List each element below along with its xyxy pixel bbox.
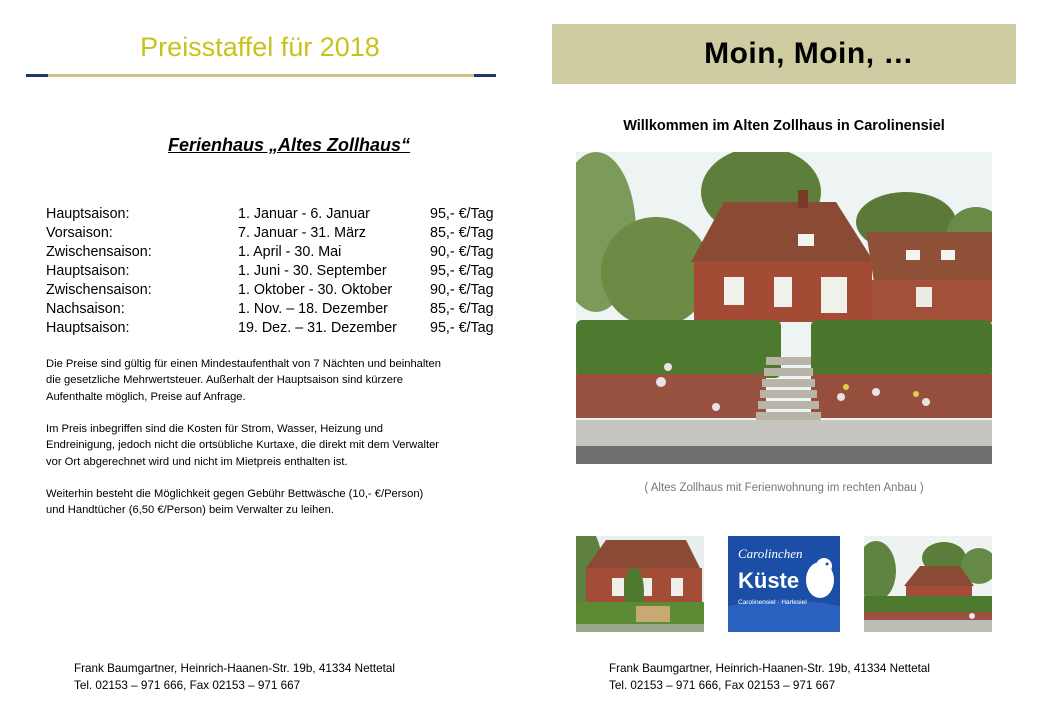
season-label: Hauptsaison: — [46, 263, 130, 279]
house-thumbnail-right — [864, 536, 992, 632]
paragraph-line: Aufenthalte möglich, Preise auf Anfrage. — [46, 390, 246, 403]
contact-footer-left — [74, 661, 395, 694]
season-price: 95,- €/Tag — [430, 320, 494, 336]
season-price: 90,- €/Tag — [430, 244, 494, 260]
season-period: 1. Januar - 6. Januar — [238, 206, 370, 222]
title-divider — [26, 74, 496, 77]
season-price: 95,- €/Tag — [430, 263, 494, 279]
paragraph-line: Im Preis inbegriffen sind die Kosten für Strom, Wasser, Heizung und — [46, 423, 384, 435]
season-label: Vorsaison: — [46, 225, 113, 241]
carolinchen-kueste-logo — [728, 536, 840, 632]
footer-phone: Tel. 02153 – 971 666, Fax 02153 – 971 667 — [609, 678, 836, 692]
price-row — [46, 281, 526, 300]
season-price: 90,- €/Tag — [430, 282, 494, 298]
welcome-heading: Willkommen im Alten Zollhaus in Carolinensiel — [623, 118, 945, 134]
logo-sub: Carolinensiel · Harlesiel — [738, 599, 807, 606]
season-label: Hauptsaison: — [46, 206, 130, 222]
season-period: 1. April - 30. Mai — [238, 244, 342, 260]
footer-phone: Tel. 02153 – 971 666, Fax 02153 – 971 667 — [74, 678, 301, 692]
photo-caption: ( Altes Zollhaus mit Ferienwohnung im rechten Anbau ) — [644, 482, 924, 494]
house-photo — [576, 152, 992, 464]
season-label: Hauptsaison: — [46, 320, 130, 336]
season-price: 85,- €/Tag — [430, 225, 494, 241]
season-label: Nachsaison: — [46, 301, 125, 317]
season-period: 19. Dez. – 31. Dezember — [238, 320, 397, 336]
season-period: 1. Juni - 30. September — [238, 263, 387, 279]
divider-cap-right — [474, 74, 496, 77]
logo-script: Carolinchen — [738, 546, 803, 561]
logo-word: Küste — [738, 568, 800, 593]
footer-address: Frank Baumgartner, Heinrich-Haanen-Str. 19b, 41334 Nettetal — [74, 662, 395, 675]
footer-address: Frank Baumgartner, Heinrich-Haanen-Str. 19b, 41334 Nettetal — [609, 662, 930, 675]
house-heading: Ferienhaus „Altes Zollhaus“ — [167, 135, 411, 155]
price-row — [46, 205, 526, 224]
price-row — [46, 319, 526, 338]
paragraph-line: Weiterhin besteht die Möglichkeit gegen Gebühr Bettwäsche (10,- €/Person) — [46, 488, 424, 500]
paragraph-line: vor Ort abgerechnet wird und nicht im Mietpreis enthalten ist. — [46, 455, 348, 468]
paragraph-line: die gesetzliche Mehrwertsteuer. Außerhalt der Hauptsaison sind kürzere — [46, 374, 403, 387]
validity-paragraph — [46, 356, 526, 405]
price-row — [46, 224, 526, 243]
paragraph-line: und Handtücher (6,50 €/Person) beim Verwalter zu leihen. — [46, 504, 334, 517]
season-period: 1. Nov. – 18. Dezember — [238, 301, 388, 317]
greeting-text: Moin, Moin, … — [704, 37, 914, 70]
linen-paragraph — [46, 486, 526, 519]
inclusions-paragraph — [46, 421, 526, 470]
season-label: Zwischensaison: — [46, 282, 152, 298]
divider-cap-left — [26, 74, 48, 77]
greeting-banner — [552, 24, 1016, 84]
season-period: 1. Oktober - 30. Oktober — [238, 282, 393, 298]
season-price: 95,- €/Tag — [430, 206, 494, 222]
price-list-title: Preisstaffel für 2018 — [140, 32, 380, 62]
paragraph-line: Die Preise sind gültig für einen Mindestaufenthalt von 7 Nächten und beinhalten — [46, 358, 441, 370]
season-period: 7. Januar - 31. März — [238, 225, 366, 241]
price-row — [46, 262, 526, 281]
price-row — [46, 300, 526, 319]
season-price: 85,- €/Tag — [430, 301, 494, 317]
price-row — [46, 243, 526, 262]
house-thumbnail-left — [576, 536, 704, 632]
season-label: Zwischensaison: — [46, 244, 152, 260]
contact-footer-right — [609, 661, 930, 694]
price-table — [46, 205, 526, 338]
paragraph-line: Endreinigung, jedoch nicht die ortsübliche Kurtaxe, die direkt mit dem Verwalter — [46, 439, 440, 452]
